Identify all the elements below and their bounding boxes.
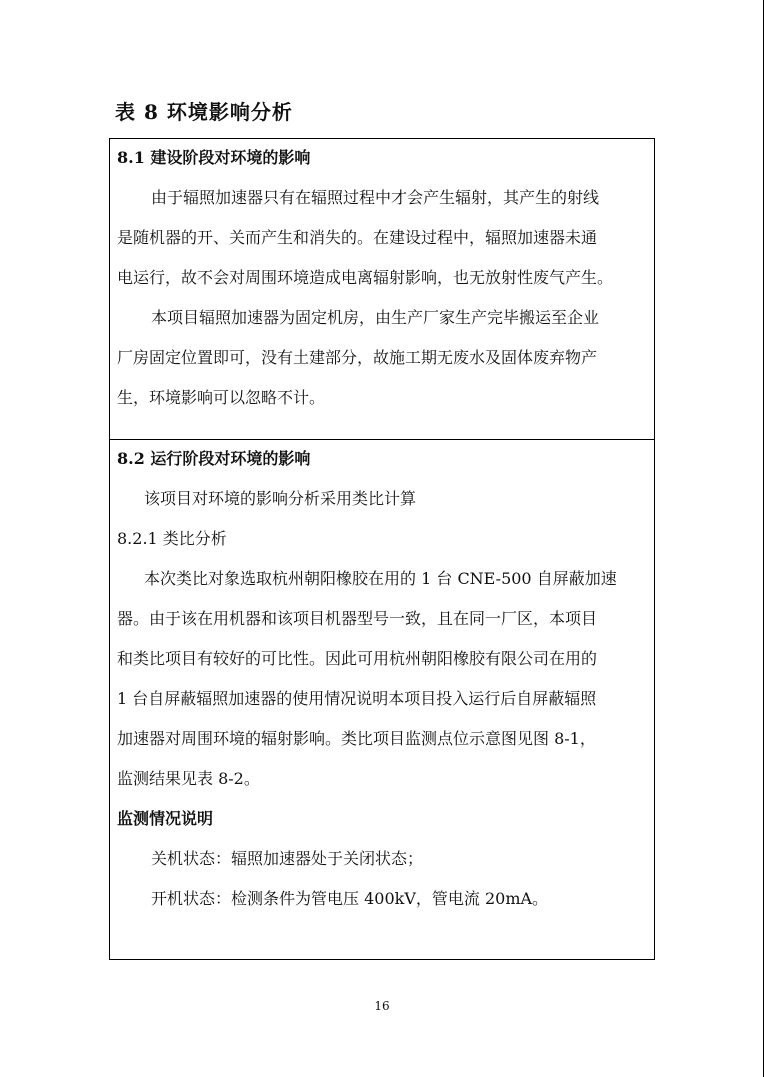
table-title: 表 8 环境影响分析	[115, 100, 293, 124]
on-state-text: 开机状态：检测条件为管电压 400kV，管电流 20mA。	[151, 889, 549, 908]
page-number: 16	[374, 999, 390, 1013]
paragraph-line: 厂房固定位置即可，没有土建部分，故施工期无废水及固体废弃物产	[117, 348, 598, 367]
paragraph-line: 电运行，故不会对周围环境造成电离辐射影响，也无放射性废气产生。	[117, 268, 614, 287]
paragraph-line: 加速器对周围环境的辐射影响。类比项目监测点位示意图见图 8-1，	[117, 729, 596, 748]
paragraph-line: 和类比项目有较好的可比性。因此可用杭州朝阳橡胶有限公司在用的	[117, 649, 598, 668]
paragraph-line: 本项目辐照加速器为固定机房，由生产厂家生产完毕搬运至企业	[151, 308, 600, 327]
paragraph-line: 1 台自屏蔽辐照加速器的使用情况说明本项目投入运行后自屏蔽辐照	[117, 689, 597, 708]
subsection-8-2-1-heading: 8.2.1 类比分析	[117, 529, 227, 548]
paragraph-line: 由于辐照加速器只有在辐照过程中才会产生辐射，其产生的射线	[151, 188, 600, 207]
paragraph-line: 器。由于该在用机器和该项目机器型号一致，且在同一厂区，本项目	[117, 609, 598, 628]
paragraph-line: 本次类比对象选取杭州朝阳橡胶在用的 1 台 CNE-500 自屏蔽加速	[144, 569, 617, 588]
section-8-2-intro: 该项目对环境的影响分析采用类比计算	[144, 489, 417, 508]
monitor-heading: 监测情况说明	[117, 809, 214, 828]
paragraph-line: 是随机器的开、关而产生和消失的。在建设过程中，辐照加速器未通	[117, 228, 598, 247]
paragraph-line: 监测结果见表 8-2。	[117, 769, 260, 788]
off-state-text: 关机状态：辐照加速器处于关闭状态；	[151, 849, 424, 868]
paragraph-line: 生，环境影响可以忽略不计。	[117, 388, 326, 407]
section-8-2-heading: 8.2 运行阶段对环境的影响	[117, 449, 311, 468]
section-8-1-heading: 8.1 建设阶段对环境的影响	[117, 148, 311, 167]
